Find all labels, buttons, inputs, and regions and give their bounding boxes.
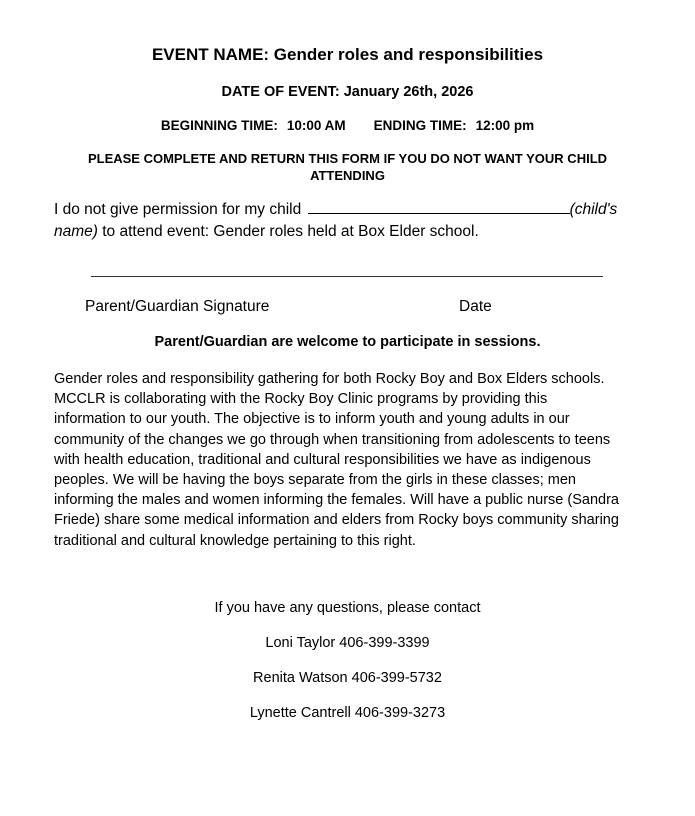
- event-description: [54, 369, 654, 551]
- contact-intro: If you have any questions, please contact: [214, 600, 481, 616]
- signature-line[interactable]: [91, 276, 603, 277]
- signature-label: Parent/Guardian Signature: [85, 298, 270, 315]
- child-name-field[interactable]: [308, 199, 570, 214]
- beginning-time-label: BEGINNING TIME:: [160, 118, 278, 133]
- description-line: Friede) share some medical information and elders from Rocky boys community sharing: [54, 512, 619, 529]
- welcome-statement: Parent/Guardian are welcome to participate in sessions.: [154, 334, 541, 350]
- ending-time-value: 12:00 pm: [475, 118, 535, 133]
- ending-time-label: ENDING TIME:: [373, 118, 467, 133]
- contact-person: Renita Watson 406-399-5732: [253, 670, 442, 686]
- date-label: Date: [459, 298, 492, 315]
- description-line: MCCLR is collaborating with the Rocky Boy Clinic programs by providing this: [54, 391, 548, 408]
- description-line: Gender roles and responsibility gathering for both Rocky Boy and Box Elders schools.: [54, 371, 605, 387]
- event-times: [0, 118, 695, 133]
- description-line: community of the changes we go through when transitioning from adolescents to teens: [54, 431, 611, 448]
- contact-person: Lynette Cantrell 406-399-3273: [249, 705, 446, 721]
- permission-suffix: to attend event: Gender roles held at Box Elder school.: [97, 223, 479, 240]
- description-line: peoples. We will be having the boys separate from the girls in these classes; men: [54, 472, 576, 489]
- permission-statement: [54, 199, 644, 243]
- beginning-time-value: 10:00 AM: [286, 118, 346, 133]
- event-date: DATE OF EVENT: January 26th, 2026: [221, 84, 474, 100]
- description-line: with health education, traditional and cultural responsibilities we have as indigenous: [54, 451, 591, 468]
- description-line: traditional and cultural knowledge pertaining to this right.: [54, 532, 416, 549]
- permission-prefix: I do not give permission for my child: [54, 201, 306, 218]
- description-line: informing the males and women informing the females. Will have a public nurse (Sandra: [54, 492, 619, 509]
- child-name-hint: (child's name): [54, 201, 618, 240]
- event-title: EVENT NAME: Gender roles and responsibilities: [151, 45, 544, 64]
- description-line: information to our youth. The objective is to inform youth and young adults in our: [54, 411, 570, 428]
- return-form-notice: PLEASE COMPLETE AND RETURN THIS FORM IF YOU DO NOT WANT YOUR CHILD ATTENDING: [87, 151, 608, 183]
- contact-person: Loni Taylor 406-399-3399: [265, 635, 430, 651]
